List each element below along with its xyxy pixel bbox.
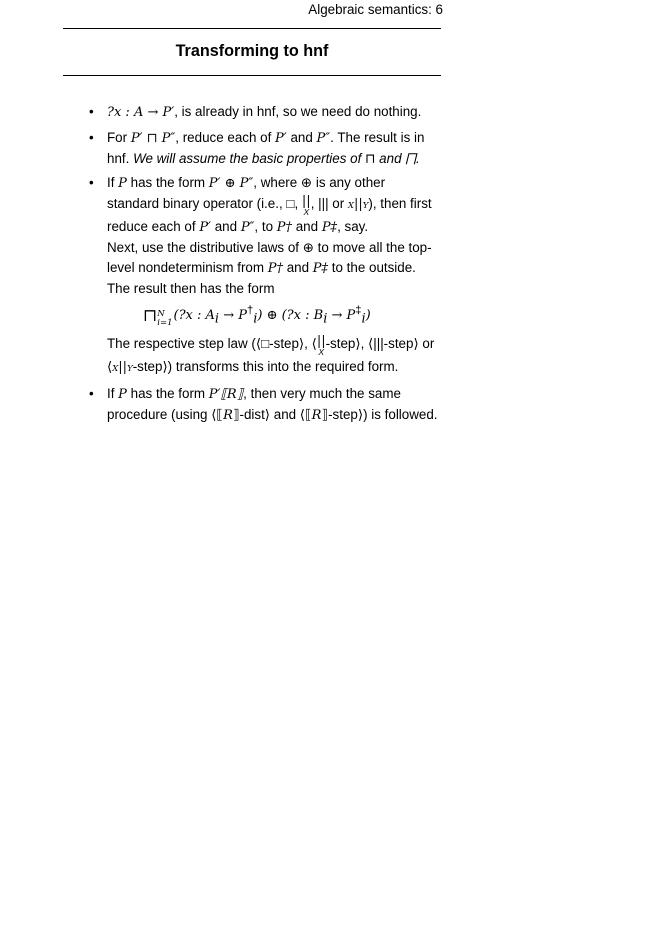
bullet-item-prefix	[89, 102, 439, 123]
math-expression: P″	[240, 220, 255, 235]
math-expression: P	[118, 386, 127, 402]
bullet-text: has the form	[126, 385, 209, 401]
formula-superscript: †	[246, 304, 254, 317]
bullet-text: Next, use the distributive laws of ⊕ to move all the top-level nondeterminism from	[107, 240, 432, 275]
bullet-list	[89, 102, 439, 430]
formula-part: (?x : A	[173, 308, 215, 323]
math-expression: P′⟦R⟧	[208, 386, 244, 402]
math-expression: R	[223, 407, 233, 423]
sync-left-set: X	[347, 201, 354, 211]
math-prefix-process: ?x : A → P′	[107, 105, 175, 120]
parallel-operator: || X	[301, 194, 311, 217]
slide-title: Transforming to hnf	[175, 42, 329, 60]
parallel-operator-subscript: X	[318, 347, 325, 357]
bullet-text: If	[107, 175, 119, 190]
math-expression: P″	[316, 130, 331, 146]
lower-limit: i=1	[157, 318, 173, 328]
formula-subscript: i	[361, 311, 366, 327]
bullet-text: ⟧-step⟩) is followed.	[321, 406, 438, 422]
bullet-text: If	[107, 385, 119, 401]
sync-right-set: Y	[362, 201, 369, 211]
formula-subscript: i	[214, 311, 220, 327]
bottom-rule	[63, 75, 441, 76]
bullet-icon: •	[89, 129, 94, 145]
math-expression: P‡	[321, 220, 338, 235]
math-expression: P	[118, 176, 127, 191]
formula-part: ) ⊕ (?x : B	[257, 308, 324, 323]
italic-note: We will assume the basic properties of ⊓ and ⨅.	[133, 150, 420, 166]
bullet-text: , then very much the same procedure (using ⟨⟦	[107, 385, 401, 422]
bullet-text: and	[211, 219, 241, 234]
big-sqcap-symbol: ⊓	[143, 306, 158, 326]
sync-operator: ||	[353, 197, 363, 212]
formula-part: )	[365, 308, 371, 323]
math-expression: P†	[267, 261, 283, 276]
bullet-item-nondeterminism	[89, 128, 439, 169]
bullet-text: -step⟩) transforms this into the required form.	[132, 359, 399, 374]
bullet-text: , reduce each of	[175, 129, 276, 145]
big-sqcap-limits	[157, 310, 172, 328]
bullet-text: -step⟩, ⟨|||-step⟩ or ⟨	[107, 336, 435, 374]
bullet-text: , where ⊕ is any other standard binary operator (i.e., □,	[107, 175, 386, 211]
bullet-text: has the form	[126, 175, 209, 190]
formula-subscript: i	[253, 311, 258, 327]
bullet-text: and	[283, 260, 313, 275]
bullet-text: , is already in hnf, so we need do nothing.	[174, 104, 422, 119]
display-formula	[143, 303, 439, 328]
math-expression: P‡	[312, 261, 329, 276]
math-expression: P†	[276, 220, 293, 235]
bullet-text: to the outside. The result then has the form	[107, 260, 416, 296]
bullet-text: and	[286, 129, 317, 145]
upper-limit: N	[157, 309, 165, 319]
parallel-operator: || X	[316, 334, 326, 357]
bullet-icon: •	[89, 385, 94, 401]
math-expression: P′ ⊕ P″	[208, 176, 254, 191]
bullet-text: , ||| or	[310, 196, 348, 211]
bullet-text: The respective step law (⟨□-step⟩, ⟨	[107, 336, 317, 351]
sync-left-set: X	[112, 364, 119, 374]
bullet-text: and	[292, 219, 322, 234]
bullet-icon: •	[89, 175, 94, 190]
math-expression: P′ ⊓ P″	[130, 130, 176, 146]
top-rule	[63, 28, 441, 29]
bullet-text: ), then first reduce each of	[107, 196, 432, 234]
running-header: Algebraic semantics: 6	[308, 2, 443, 17]
bullet-text: , say.	[337, 219, 369, 234]
formula-subscript: i	[323, 311, 328, 327]
bullet-text: . The result is in hnf.	[107, 129, 425, 166]
bullet-icon: •	[89, 104, 94, 119]
bullet-text: For	[107, 129, 131, 145]
sync-right-set: Y	[127, 364, 133, 374]
parallel-operator-subscript: X	[303, 207, 310, 217]
formula-part: → P	[219, 308, 247, 323]
math-expression: R	[311, 407, 322, 423]
bullet-text: ⟧-dist⟩ and ⟨⟦	[232, 406, 312, 422]
formula-superscript: ‡	[355, 304, 362, 317]
bullet-text: , to	[254, 219, 277, 234]
math-expression: P′	[199, 220, 212, 235]
formula-part: → P	[327, 308, 356, 323]
bullet-item-binary-operator	[89, 173, 439, 379]
bullet-item-renaming	[89, 384, 439, 426]
sync-operator: ||	[118, 360, 128, 375]
math-expression: P′	[275, 130, 287, 146]
